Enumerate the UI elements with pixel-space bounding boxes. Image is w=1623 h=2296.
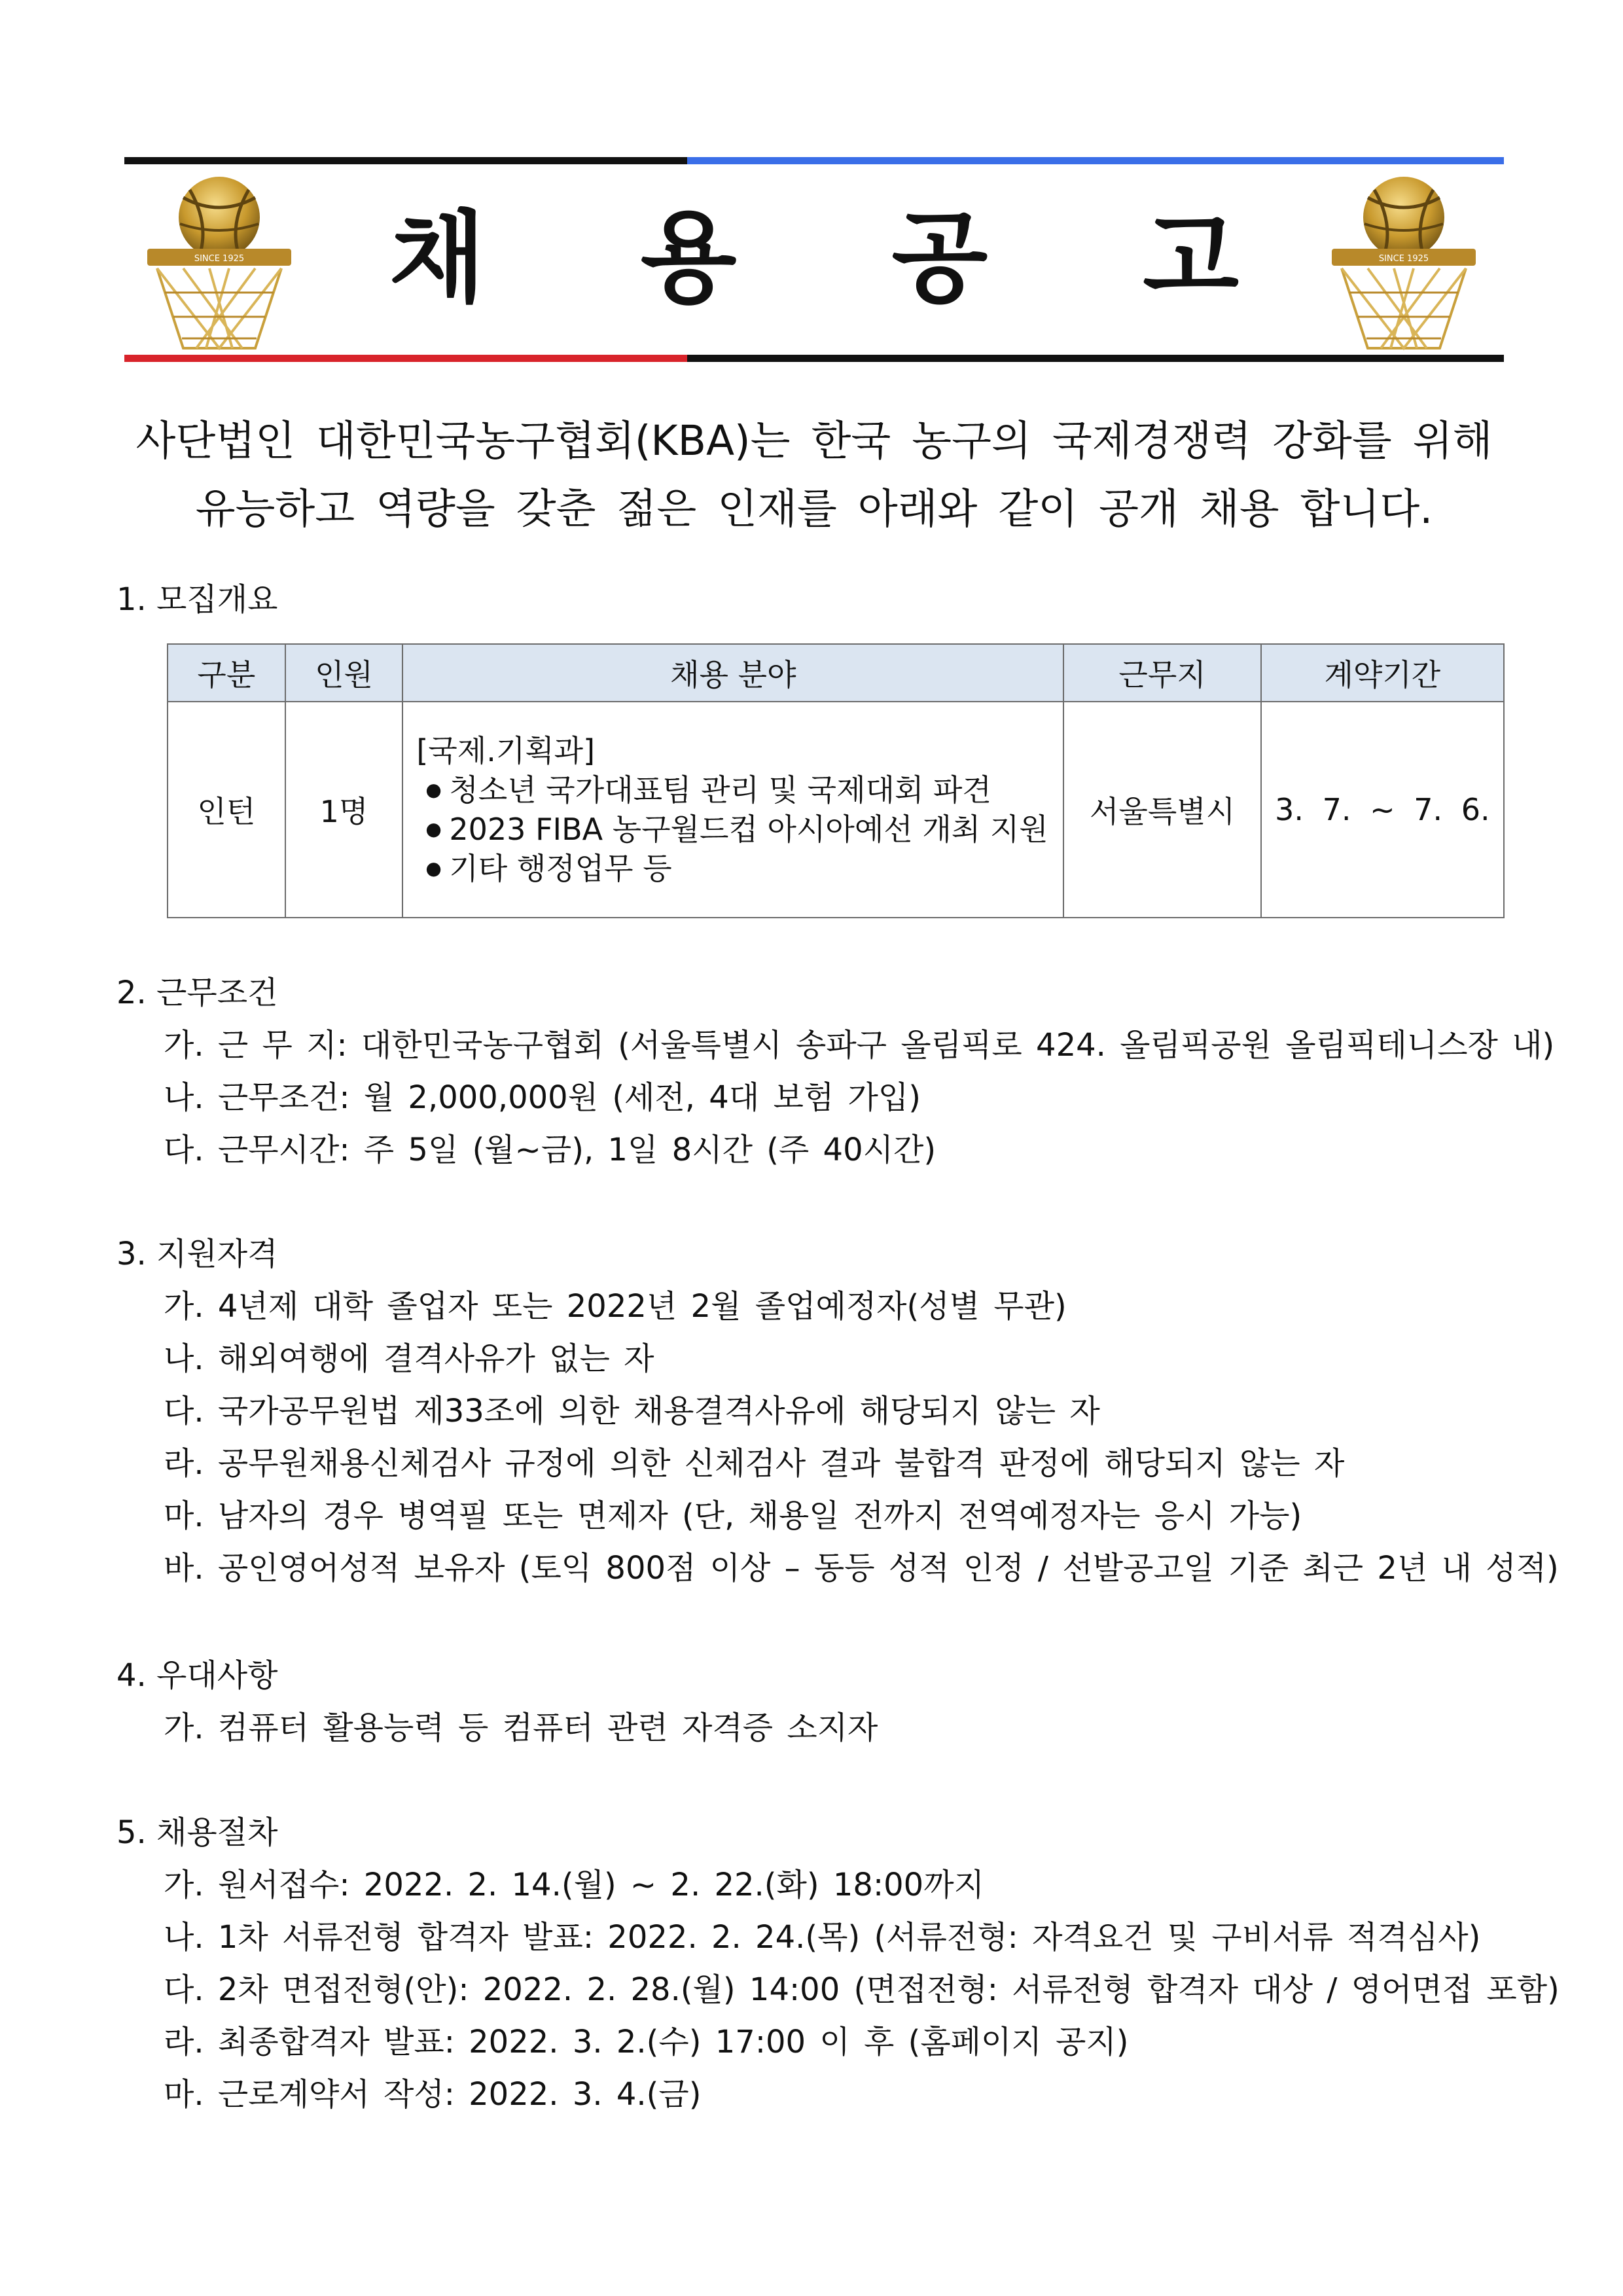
duty-list <box>416 770 1050 888</box>
list-item: 라. 공무원채용신체검사 규정에 의한 신체검사 결과 불합격 판정에 해당되지 않는 자 <box>164 1445 1345 1482</box>
list-item: 다. 근무시간: 주 5일 (월~금), 1일 8시간 (주 40시간) <box>164 1132 936 1168</box>
intro-paragraph <box>124 407 1504 543</box>
section-hiring-process <box>116 1806 1560 2121</box>
page-title: 채 용 공 고 <box>389 200 1300 316</box>
header-banner <box>124 157 1504 363</box>
section-title: 2. 근무조건 <box>116 975 278 1011</box>
list-item: 라. 최종합격자 발표: 2022. 3. 2.(수) 17:00 이 후 (홈페이지 공지) <box>164 2024 1129 2060</box>
section-title: 4. 우대사항 <box>116 1657 278 1694</box>
bottom-rule-black <box>687 355 1504 362</box>
list-item: 다. 2차 면접전형(안): 2022. 2. 28.(월) 14:00 (면접전형: 서류전형 합격자 대상 / 영어면접 포함) <box>164 1971 1560 2008</box>
list-item: 가. 근 무 지: 대한민국농구협회 (서울특별시 송파구 올림픽로 424. 올림픽공원 올림픽테니스장 내) <box>164 1027 1555 1064</box>
top-rule-black <box>124 157 687 164</box>
list-item: 나. 근무조건: 월 2,000,000원 (세전, 4대 보험 가입) <box>164 1079 921 1116</box>
duty-item: ● 청소년 국가대표팀 관리 및 국제대회 파견 <box>416 770 1050 810</box>
bottom-rule-red <box>124 355 687 362</box>
list-item: 가. 원서접수: 2022. 2. 14.(월) ~ 2. 22.(화) 18:00까지 <box>164 1867 984 1903</box>
list-item: 마. 근로계약서 작성: 2022. 3. 4.(금) <box>164 2076 702 2113</box>
intro-line: 사단법인 대한민국농구협회(KBA)는 한국 농구의 국제경쟁력 강화를 위해 <box>135 417 1493 465</box>
kba-basketball-logo-right <box>1329 171 1479 351</box>
duty-item: ● 2023 FIBA 농구월드컵 아시아예선 개최 지원 <box>416 810 1050 849</box>
cell-location: 서울특별시 <box>1063 702 1260 918</box>
intro-line: 유능하고 역량을 갖춘 젊은 인재를 아래와 같이 공개 채용 합니다. <box>195 485 1433 533</box>
duty-item: ● 기타 행정업무 등 <box>416 849 1050 888</box>
logo-caption-left: SINCE 1925 <box>194 254 245 264</box>
list-item: 나. 해외여행에 결격사유가 없는 자 <box>164 1340 654 1377</box>
cell-field <box>402 702 1063 918</box>
dept-label: [국제.기획과] <box>416 733 596 768</box>
recruitment-table <box>167 643 1505 918</box>
top-rule-blue <box>687 157 1504 164</box>
cell-type: 인턴 <box>168 702 285 918</box>
section-work-conditions <box>116 967 1555 1176</box>
table-header-row <box>168 644 1504 702</box>
logo-caption-right: SINCE 1925 <box>1378 254 1429 264</box>
cell-period: 3. 7. ~ 7. 6. <box>1261 702 1504 918</box>
list-item: 나. 1차 서류전형 합격자 발표: 2022. 2. 24.(목) (서류전형: 자격요건 및 구비서류 적격심사) <box>164 1919 1481 1956</box>
list-item: 바. 공인영어성적 보유자 (토익 800점 이상 – 동등 성적 인정 / 선발공고일 기준 최근 2년 내 성적) <box>164 1550 1559 1587</box>
table-header: 채용 분야 <box>402 644 1063 702</box>
list-item: 마. 남자의 경우 병역필 또는 면제자 (단, 채용일 전까지 전역예정자는 응시 가능) <box>164 1498 1302 1534</box>
table-row <box>168 702 1504 918</box>
cell-count: 1명 <box>285 702 403 918</box>
section-title: 3. 지원자격 <box>116 1236 278 1272</box>
section-qualifications <box>116 1228 1559 1594</box>
list-item: 가. 4년제 대학 졸업자 또는 2022년 2월 졸업예정자(성별 무관) <box>164 1288 1067 1325</box>
section-title: 5. 채용절차 <box>116 1814 278 1851</box>
table-header: 구분 <box>168 644 285 702</box>
table-header: 인원 <box>285 644 403 702</box>
table-header: 근무지 <box>1063 644 1260 702</box>
section-title: 1. 모집개요 <box>116 581 278 618</box>
list-item: 다. 국가공무원법 제33조에 의한 채용결격사유에 해당되지 않는 자 <box>164 1393 1100 1429</box>
section-recruitment-overview <box>116 573 1517 626</box>
table-header: 계약기간 <box>1261 644 1504 702</box>
section-preferences <box>116 1649 1517 1754</box>
list-item: 가. 컴퓨터 활용능력 등 컴퓨터 관련 자격증 소지자 <box>164 1710 878 1746</box>
